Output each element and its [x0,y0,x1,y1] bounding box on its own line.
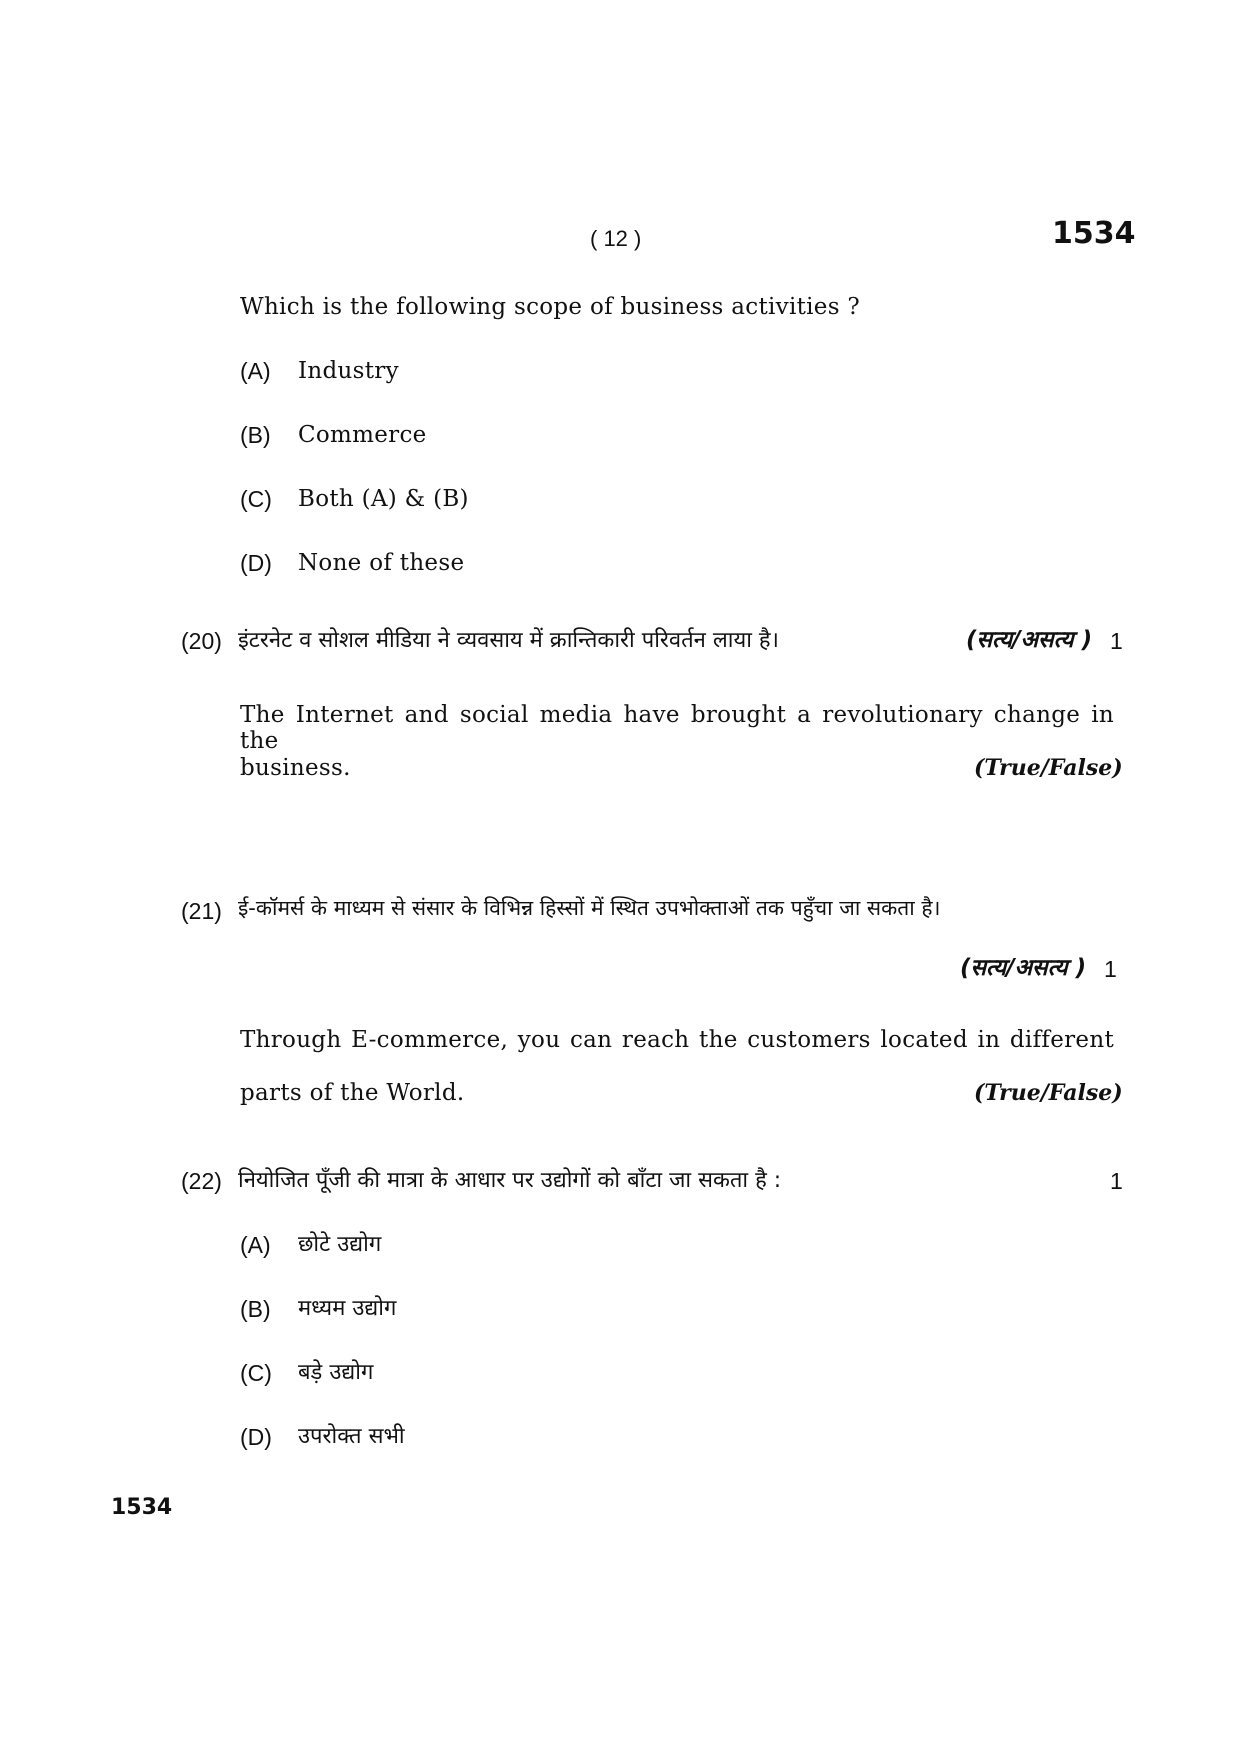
q20-english-line1: The Internet and social media have brought a revolutionary change in the [240,702,1114,754]
q19-option-a-label: (A) [240,358,271,384]
q19-option-d-label: (D) [240,550,272,576]
paper-code-footer: 1534 [111,1495,173,1520]
q21-english-line1: Through E-commerce, you can reach the customers located in different [240,1027,1114,1053]
q20-english-tag: (True/False) [974,755,1123,781]
q20-english-line2: business. [240,755,351,781]
q20-hindi-text: इंटरनेट व सोशल मीडिया ने व्यवसाय में क्रान्तिकारी परिवर्तन लाया है। [238,628,779,653]
q22-option-b-text: मध्यम उद्योग [298,1296,397,1321]
q19-question-text: Which is the following scope of business activities ? [240,294,861,320]
q19-option-d-text: None of these [298,550,465,576]
q22-option-a-label: (A) [240,1232,271,1258]
paper-code-header: 1534 [1052,216,1136,251]
q19-option-b-label: (B) [240,422,271,448]
q22-hindi-text: नियोजित पूँजी की मात्रा के आधार पर उद्योगों को बाँटा जा सकता है : [238,1168,782,1193]
page-number: ( 12 ) [590,226,642,251]
q22-option-c-label: (C) [240,1360,272,1386]
q19-option-a-text: Industry [298,358,399,384]
q21-english-tag: (True/False) [974,1080,1123,1106]
q20-hindi-tag: (सत्य/असत्य ) [966,627,1093,653]
q21-english-line2: parts of the World. [240,1080,465,1106]
q19-option-c-label: (C) [240,486,272,512]
q22-option-d-text: उपरोक्त सभी [298,1424,405,1449]
q19-option-c-text: Both (A) & (B) [298,486,469,512]
q19-option-b-text: Commerce [298,422,427,448]
q22-option-b-label: (B) [240,1296,271,1322]
q20-number: (20) [181,628,222,654]
q22-option-c-text: बड़े उद्योग [298,1360,374,1385]
q22-option-d-label: (D) [240,1424,272,1450]
q21-marks: 1 [1104,956,1117,982]
q21-hindi-text: ई-कॉमर्स के माध्यम से संसार के विभिन्न हिस्सों में स्थित उपभोक्ताओं तक पहुँचा जा सकता है। [238,896,941,920]
q22-number: (22) [181,1168,222,1194]
q20-marks: 1 [1110,628,1123,654]
q21-number: (21) [181,898,222,924]
q22-option-a-text: छोटे उद्योग [298,1232,382,1257]
q22-marks: 1 [1110,1168,1123,1194]
q21-hindi-tag: (सत्य/असत्य ) [960,955,1087,981]
